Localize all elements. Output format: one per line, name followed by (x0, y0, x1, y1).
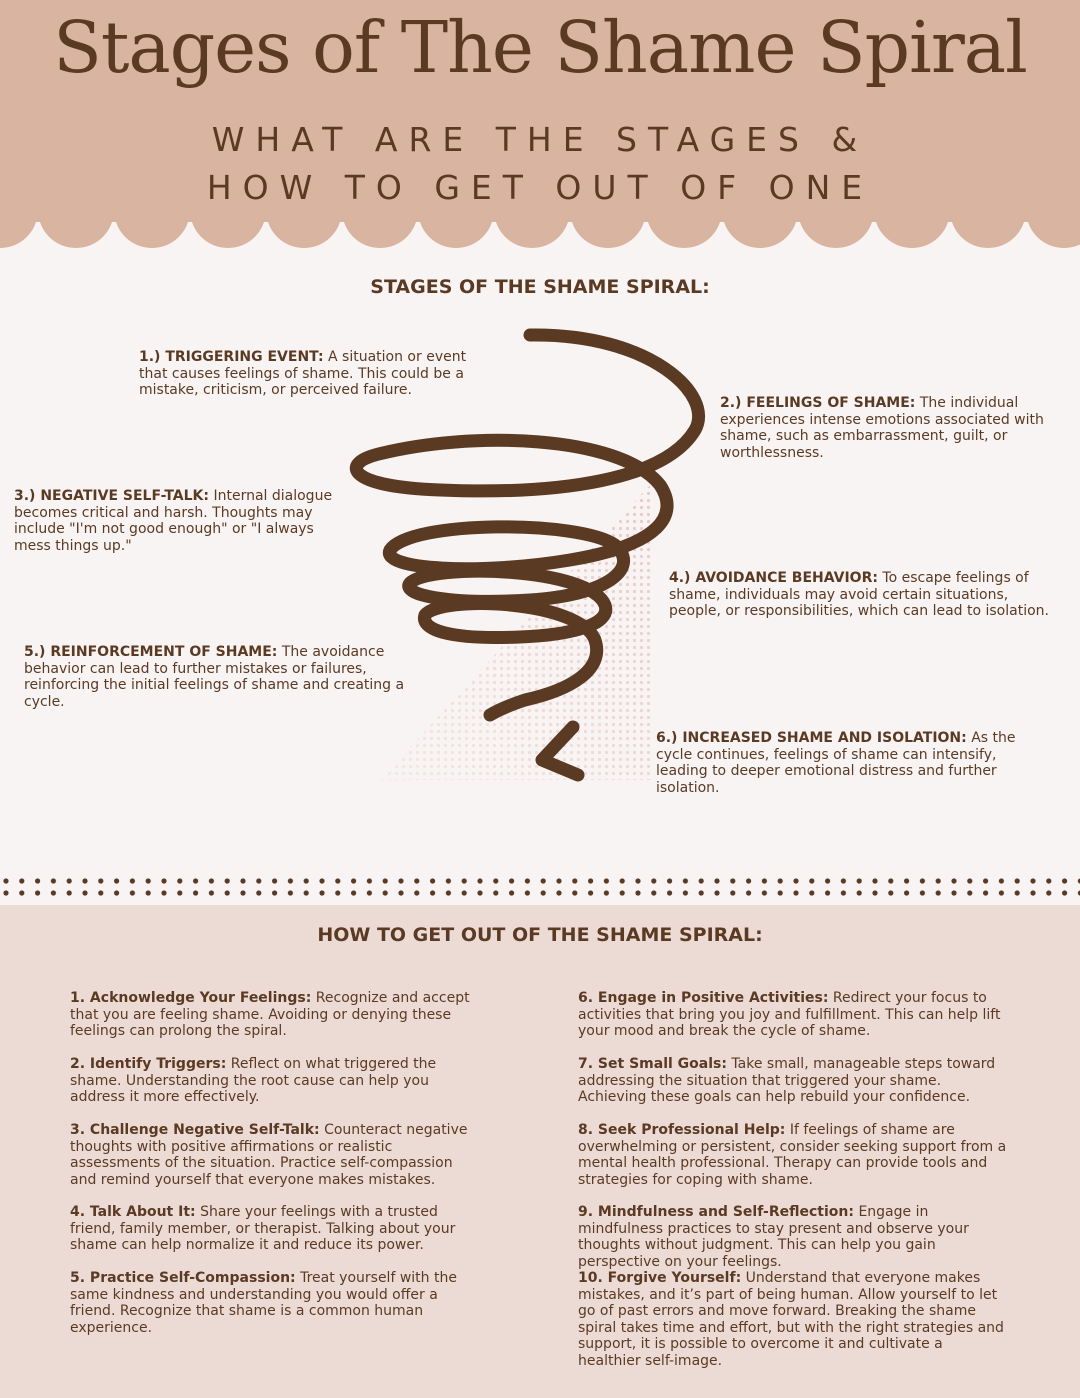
tip-text: Engage in mindfulness practices to stay present and observe your thoughts without judgment. This can help you gain perspective on your feelings. (578, 1204, 969, 1270)
stage-text: As the cycle continues, feelings of shame can intensify, leading to deeper emotional distress and further isolation. (656, 730, 1016, 796)
tip-item (70, 990, 480, 1040)
howto-section-title: HOW TO GET OUT OF THE SHAME SPIRAL: (317, 924, 763, 946)
tip-label: 3. Challenge Negative Self-Talk: (70, 1122, 320, 1138)
page-title: Stages of The Shame Spiral (53, 6, 1027, 89)
stages-section-title: STAGES OF THE SHAME SPIRAL: (370, 276, 710, 298)
tip-label: 2. Identify Triggers: (70, 1056, 227, 1072)
subtitle-line-1: WHAT ARE THE STAGES & (211, 120, 869, 159)
stage-text: The avoidance behavior can lead to further mistakes or failures, reinforcing the initial feelings of shame and creating a cycle. (24, 644, 405, 710)
tip-item (578, 990, 1008, 1040)
tip-text: Share your feelings with a trusted friend, family member, or therapist. Talking about your shame can help normalize it and reduce its power. (70, 1204, 456, 1253)
tip-text: If feelings of shame are overwhelming or persistent, consider seeking support from a mental health professional. Therapy can provide tools and strategies for coping with shame. (578, 1122, 1007, 1188)
tip-label: 8. Seek Professional Help: (578, 1122, 786, 1138)
stage-item-reinforcement-of-shame (24, 644, 419, 710)
stage-item-increased-shame (656, 730, 1036, 796)
tip-item (578, 1270, 1008, 1369)
tip-label: 7. Set Small Goals: (578, 1056, 727, 1072)
stage-item-avoidance-behavior (669, 570, 1054, 620)
stage-item-triggering-event (139, 349, 484, 399)
tip-text: Reflect on what triggered the shame. Understanding the root cause can help you address it more effectively. (70, 1056, 437, 1105)
tip-item (70, 1270, 480, 1336)
scallop-border (0, 210, 1080, 254)
tip-text: Take small, manageable steps toward addressing the situation that triggered your shame. Achieving these goals can help rebuild your confidence. (578, 1056, 996, 1105)
tip-item (70, 1122, 480, 1188)
stage-label: 1.) TRIGGERING EVENT: (139, 349, 324, 365)
tip-item (70, 1056, 480, 1106)
stage-label: 6.) INCREASED SHAME AND ISOLATION: (656, 730, 967, 746)
tip-item (578, 1204, 1008, 1270)
tip-item (70, 1204, 480, 1254)
tip-item (578, 1056, 1008, 1106)
stage-label: 4.) AVOIDANCE BEHAVIOR: (669, 570, 878, 586)
tip-text: Understand that everyone makes mistakes, and it’s part of being human. Allow yourself to let go of past errors and move forward. Breaking the shame spiral takes time and effort, but with the right strategies and support, it is possible to overcome it and cultivate a healthier self-image. (578, 1270, 1004, 1369)
stage-text: To escape feelings of shame, individuals may avoid certain situations, people, or responsibilities, which can lead to isolation. (669, 570, 1049, 619)
stage-label: 3.) NEGATIVE SELF-TALK: (14, 488, 210, 504)
subtitle-line-2: HOW TO GET OUT OF ONE (206, 168, 874, 207)
stage-item-negative-self-talk (14, 488, 344, 554)
stage-label: 2.) FEELINGS OF SHAME: (720, 395, 916, 411)
tip-text: Treat yourself with the same kindness and understanding you would offer a friend. Recognize that shame is a common human experience. (70, 1270, 457, 1336)
tip-label: 1. Acknowledge Your Feelings: (70, 990, 312, 1006)
tip-label: 9. Mindfulness and Self-Reflection: (578, 1204, 854, 1220)
tip-label: 10. Forgive Yourself: (578, 1270, 742, 1286)
tip-label: 6. Engage in Positive Activities: (578, 990, 829, 1006)
stage-text: Internal dialogue becomes critical and harsh. Thoughts may include "I'm not good enough" or "I always mess things up." (14, 488, 333, 554)
tip-label: 4. Talk About It: (70, 1204, 196, 1220)
tip-text: Redirect your focus to activities that bring you joy and fulfillment. This can help lift your mood and break the cycle of shame. (578, 990, 1001, 1039)
tip-item (578, 1122, 1008, 1188)
stage-label: 5.) REINFORCEMENT OF SHAME: (24, 644, 278, 660)
tip-text: Recognize and accept that you are feeling shame. Avoiding or denying these feelings can prolong the spiral. (70, 990, 470, 1039)
stage-item-feelings-of-shame (720, 395, 1045, 461)
dotted-divider (0, 875, 1080, 899)
tip-label: 5. Practice Self-Compassion: (70, 1270, 296, 1286)
stage-text: The individual experiences intense emotions associated with shame, such as embarrassment, guilt, or worthlessness. (720, 395, 1044, 461)
header-banner (0, 0, 1080, 222)
tip-text: Counteract negative thoughts with positive affirmations or realistic assessments of the situation. Practice self-compassion and remind yourself that everyone makes mistakes. (70, 1122, 468, 1188)
stage-text: A situation or event that causes feelings of shame. This could be a mistake, criticism, or perceived failure. (139, 349, 467, 398)
